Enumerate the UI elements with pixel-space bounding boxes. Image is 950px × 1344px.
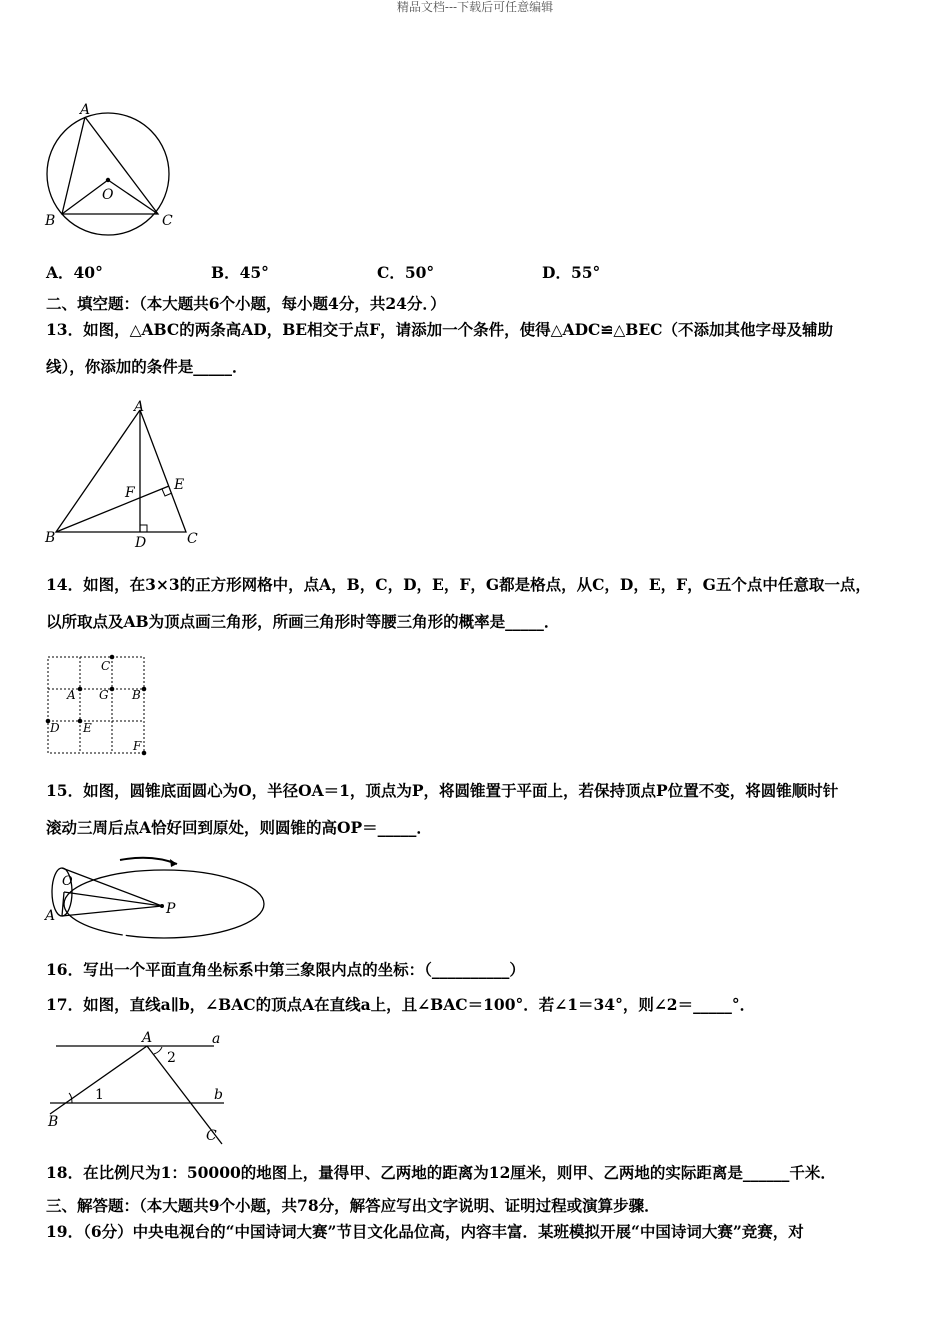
q17-line1: 17．如图，直线a∥b，∠BAC的顶点A在直线a上，且∠BAC＝100°．若∠1＝34°，则∠2＝_____°． (46, 995, 756, 1014)
circle-triangle-figure (44, 100, 184, 250)
label-D: D (50, 721, 60, 735)
option-b: B．45° (211, 263, 269, 282)
cone-figure (42, 848, 272, 948)
q13-line2: 线），你添加的条件是_____． (46, 357, 248, 376)
label-G: G (99, 688, 109, 702)
parallel-lines-figure (44, 1026, 244, 1148)
label-A: A (67, 688, 76, 702)
label-P: P (166, 901, 176, 917)
label-B: B (45, 530, 56, 546)
q15-line1: 15．如图，圆锥底面圆心为O，半径OA＝1，顶点为P，将圆锥置于平面上，若保持顶点P位置不变，将圆锥顺时针 (46, 781, 839, 800)
q19-line1: 19．（6分）中央电视台的“中国诗词大赛”节目文化品位高，内容丰富．某班模拟开展“中国诗词大赛”竞赛，对 (46, 1222, 804, 1241)
label-B: B (45, 213, 56, 229)
grid-figure (40, 650, 160, 760)
q16-text: 16．写出一个平面直角坐标系中第三象限内点的坐标：（__________） (46, 960, 525, 979)
label-B: B (132, 688, 141, 702)
label-1: 1 (95, 1087, 104, 1103)
label-D: D (135, 535, 147, 550)
section-3-title: 三、解答题：（本大题共9个小题，共78分，解答应写出文字说明、证明过程或演算步骤． (46, 1196, 660, 1215)
label-b: b (214, 1087, 223, 1103)
q13-line1: 13．如图，△ABC的两条高AD，BE相交于点F，请添加一个条件，使得△ADC≌△BEC（不添加其他字母及辅助 (46, 320, 834, 339)
label-F: F (125, 485, 135, 501)
label-2: 2 (167, 1050, 176, 1066)
q18-text: 18．在比例尺为1：50000的地图上，量得甲、乙两地的距离为12厘米，则甲、乙两地的实际距离是______千米． (46, 1163, 836, 1182)
q14-line2: 以所取点及AB为顶点画三角形，所画三角形时等腰三角形的概率是_____． (46, 612, 560, 631)
q14-line1: 14．如图，在3×3的正方形网格中，点A，B，C，D，E，F，G都是格点，从C，D，E，F，G五个点中任意取一点， (46, 575, 871, 594)
label-E: E (83, 721, 92, 735)
label-C: C (187, 531, 198, 547)
label-A: A (45, 908, 56, 924)
label-a: a (212, 1031, 221, 1047)
label-A: A (80, 102, 91, 118)
triangle-altitudes-figure (44, 398, 214, 550)
label-B: B (48, 1114, 59, 1130)
q15-line2: 滚动三周后点A恰好回到原处，则圆锥的高OP＝_____． (46, 818, 432, 837)
label-O: O (62, 874, 73, 889)
label-F: F (133, 739, 142, 753)
option-d: D．55° (542, 263, 601, 282)
label-A: A (134, 399, 145, 415)
label-E: E (174, 477, 185, 493)
option-a: A．40° (46, 263, 103, 282)
label-O: O (102, 187, 114, 203)
label-C: C (101, 659, 111, 673)
label-C: C (162, 213, 173, 229)
label-A: A (142, 1030, 153, 1046)
option-c: C．50° (377, 263, 435, 282)
section-2-title: 二、填空题：（本大题共6个小题，每小题4分，共24分．） (46, 294, 446, 313)
label-C: C (206, 1128, 217, 1144)
page-header: 精品文档---下载后可任意编辑 (396, 0, 554, 14)
